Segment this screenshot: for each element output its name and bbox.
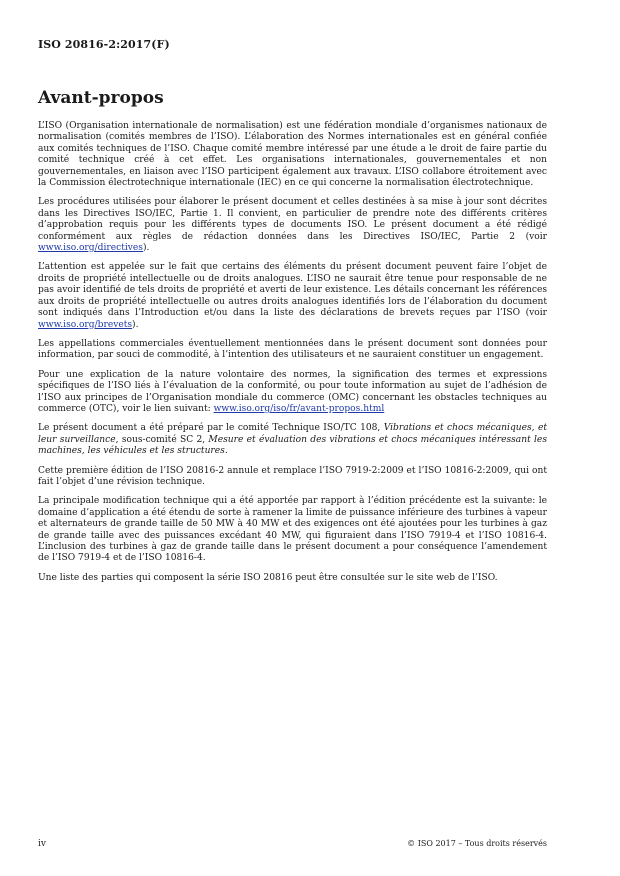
paragraph-text: ). <box>132 319 139 330</box>
paragraph-text: Le présent document a été préparé par le comité Technique ISO/TC 108, <box>38 423 384 434</box>
subcommittee-title: Mesure et évaluation des vibrations et chocs mécaniques intéressant les machines, les véhicules et les structures <box>38 434 547 457</box>
paragraph-text: L’attention est appelée sur le fait que certains des éléments du présent document peuvent faire l’objet de droits de propriété intellectuelle ou de droits analogues. L’ISO ne saurait être tenue pour responsable de ne pas avoir identifié de tels droits de propriété et averti de leur existence. Les détails concernant les références aux droits de propriété intellectuelle ou autres droits analogues identifiés lors de l’élaboration du document sont indiqués dans l’Introduction et/ou dans la liste des déclarations de brevets reçues par l’ISO (voir <box>38 262 547 319</box>
paragraph-patents <box>38 262 547 330</box>
document-id: ISO 20816-2:2017(F) <box>38 38 170 51</box>
paragraph-text: , sous-comité SC 2, <box>115 434 209 445</box>
patents-link[interactable]: www.iso.org/brevets <box>38 319 133 330</box>
paragraph-text: Les procédures utilisées pour élaborer le présent document et celles destinées à sa mise à jour sont décrites dans les Directives ISO/IEC, Partie 1. Il convient, en particulier de prendre note des différents critères d’approbation requis pour les différents types de documents ISO. Le présent document a été rédigé conformément aux règles de rédaction données dans les Directives ISO/IEC, Partie 2 (voir <box>38 197 547 242</box>
paragraph-text: ). <box>142 243 150 254</box>
directives-link[interactable]: www.iso.org/directives <box>38 243 143 254</box>
paragraph-iso-organization: L’ISO (Organisation internationale de normalisation) est une fédération mondiale d’organismes nationaux de normalisation (comités membres de l’ISO). L’élaboration des Normes internationales est en général confiée aux comités techniques de l’ISO. Chaque comité membre intéressé par une étude a le droit de faire partie du comité technique créé à cet effet. Les organisations internationales, gouvernementales et non gouvernementales, en liaison avec l’ISO participent également aux travaux. L’ISO collabore étroitement avec la Commission électrotechnique internationale (IEC) en ce qui concerne la normalisation électrotechnique. <box>38 121 547 189</box>
paragraph-series-list: Une liste des parties qui composent la série ISO 20816 peut être consultée sur le site web de l’ISO. <box>38 572 498 583</box>
paragraph-committee <box>38 423 547 457</box>
paragraph-text: Pour une explication de la nature volontaire des normes, la signification des termes et expressions spécifiques de l’ISO liés à l’évaluation de la conformité, ou pour toute information au sujet de l’adhésion de l’ISO aux principes de l’Organisation mondiale du commerce (OMC) concernant les obstacles techniques au commerce (OTC), voir le lien suivant: <box>38 369 547 414</box>
paragraph-text: . <box>224 446 228 457</box>
paragraph-trade-names: Les appellations commerciales éventuellement mentionnées dans le présent document sont données pour information, par souci de commodité, à l’intention des utilisateurs et ne sauraient constituer un engagement. <box>38 338 547 361</box>
foreword-link[interactable]: www.iso.org/iso/fr/avant-propos.html <box>213 403 385 414</box>
paragraph-procedures <box>38 197 547 254</box>
copyright-notice: © ISO 2017 – Tous droits réservés <box>407 839 547 848</box>
page-number: iv <box>38 839 46 849</box>
committee-title: Vibrations et chocs mécaniques, et leur surveillance <box>38 423 548 445</box>
paragraph-edition: Cette première édition de l’ISO 20816-2 annule et remplace l’ISO 7919-2:2009 et l’ISO 10816-2:2009, qui ont fait l’objet d’une révision technique. <box>38 465 547 487</box>
paragraph-voluntary-nature <box>38 370 547 416</box>
body-content <box>38 121 547 592</box>
paragraph-modification: La principale modification technique qui a été apportée par rapport à l’édition précédente est la suivante: le domaine d’application a été étendu de sorte à ramener la limite de puissance inférieure des turbines à vapeur et alternateurs de grande taille de 50 MW à 40 MW et des exigences ont été ajoutées pour les turbines à gaz de grande taille avec des puissances excédant 40 MW, qui figuraient dans l’ISO 7919-4 et l’ISO 10816-4. L’inclusion des turbines à gaz de grande taille dans le présent document a pour conséquence l’amendement de l’ISO 7919-4 et de l’ISO 10816-4. <box>38 496 548 564</box>
page-title: Avant-propos <box>38 88 164 108</box>
